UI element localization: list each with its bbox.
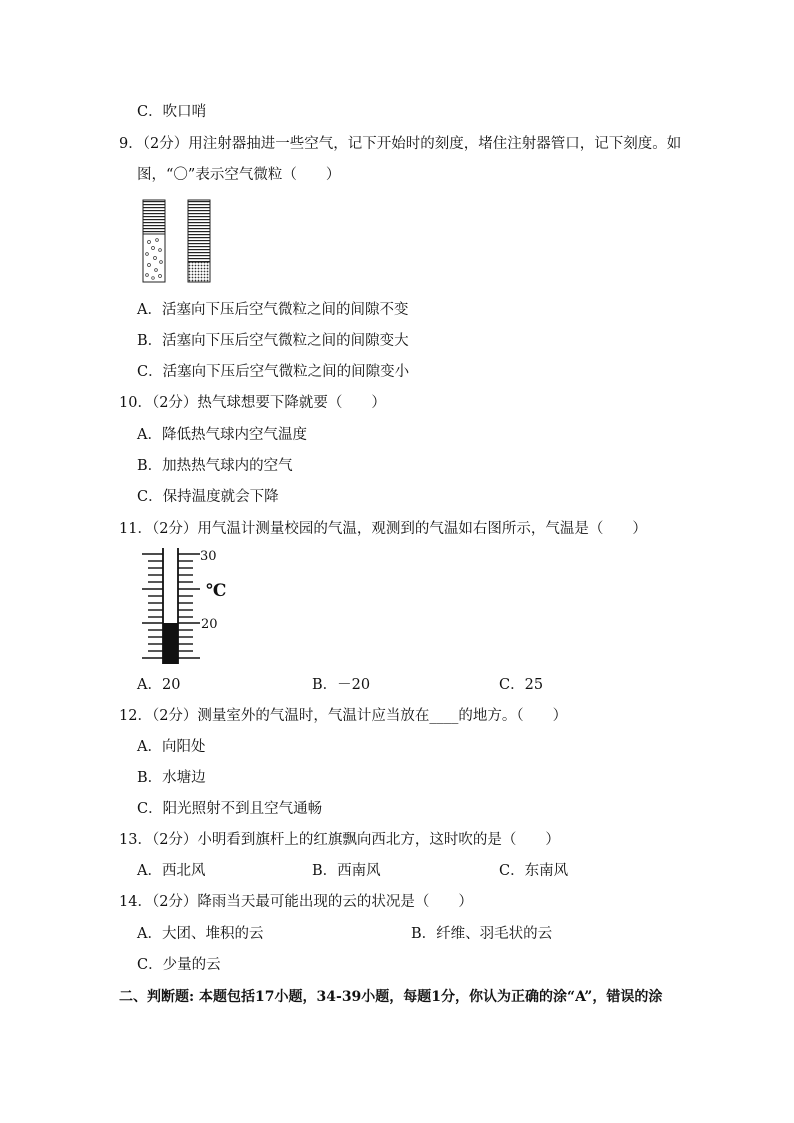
q9-option-b: B．活塞向下压后空气微粒之间的间隙变大 [137,333,409,349]
q10-option-b: B．加热热气球内的空气 [137,458,293,474]
q11-option-b: B．－20 [312,677,371,693]
q11-stem: 11．（2分）用气温计测量校园的气温，观测到的气温如右图所示，气温是（ ） [119,521,647,537]
q11-option-c: C．25 [499,677,544,693]
q12-option-c: C．阳光照射不到且空气通畅 [137,801,323,817]
q9-option-a: A．活塞向下压后空气微粒之间的间隙不变 [137,302,409,318]
q10-option-a: A．降低热气球内空气温度 [137,427,307,443]
q13-option-c: C．东南风 [499,863,569,879]
thermometer-top-label: 30 [200,549,217,564]
q13-option-a: A．西北风 [137,863,206,879]
q9-stem-line1: 9．（2分）用注射器抽进一些空气，记下开始时的刻度，堵住注射器管口，记下刻度。如 [119,136,682,152]
q13-stem: 13．（2分）小明看到旗杆上的红旗飘向西北方，这时吹的是（ ） [119,832,560,848]
q14-stem: 14．（2分）降雨当天最可能出现的云的状况是（ ） [119,894,473,910]
q12-option-a: A．向阳处 [137,739,206,755]
q10-option-c: C．保持温度就会下降 [137,489,279,505]
syringe-before [143,200,165,282]
thermometer-unit: ℃ [206,581,227,601]
q11-option-a: A．20 [137,677,181,693]
section-2-heading: 二、判断题: 本题包括17小题，34-39小题，每题1分，你认为正确的涂“A”，错误的涂 [119,989,663,1005]
syringe-figure [140,198,220,286]
q14-option-b: B．纤维、羽毛状的云 [411,926,553,942]
syringe-after [188,200,210,282]
q10-stem: 10．（2分）热气球想要下降就要（ ） [119,395,386,411]
q14-option-a: A．大团、堆积的云 [137,926,264,942]
q9-option-c: C．活塞向下压后空气微粒之间的间隙变小 [137,364,410,380]
q9-stem-line2: 图，“〇”表示空气微粒（ ） [137,167,341,183]
thermometer-figure [138,546,248,668]
thermometer-mercury [163,623,178,664]
q13-option-b: B．西南风 [312,863,381,879]
q12-stem: 12．（2分）测量室外的气温时，气温计应当放在____的地方。（ ） [119,708,568,724]
q14-option-c: C．少量的云 [137,957,221,973]
option-c-whistle: C．吹口哨 [137,104,207,120]
q12-option-b: B．水塘边 [137,770,206,786]
thermometer-mid-label: 20 [201,617,218,632]
